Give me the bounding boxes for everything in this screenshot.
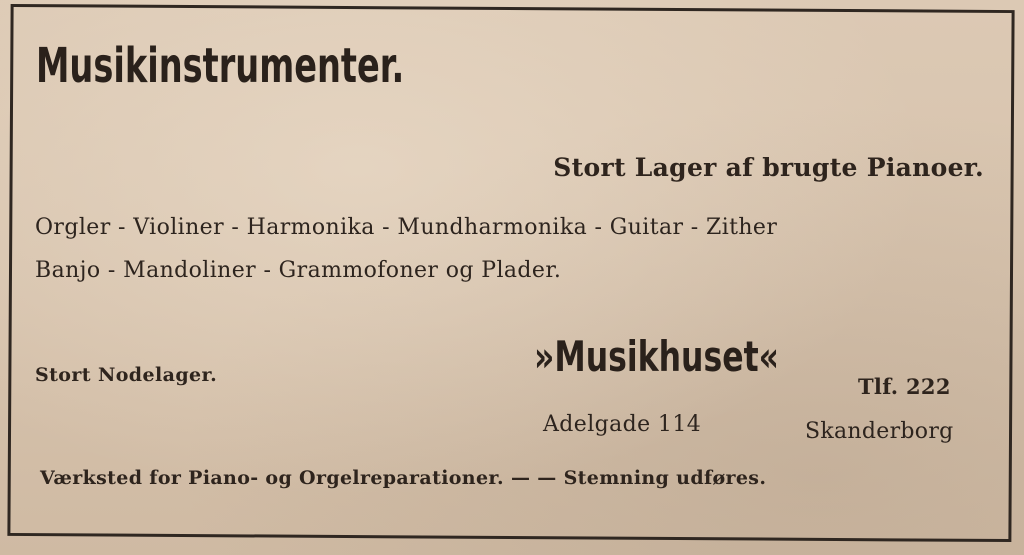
workshop-line: Værksted for Piano- og Orgelreparationer. — — Stemning udføres. (40, 467, 767, 489)
instrument-list-line-1: Orgler - Violiner - Harmonika - Mundharmonika - Guitar - Zither (35, 215, 778, 240)
street-address: Adelgade 114 (543, 412, 702, 437)
ad-subhead: Stort Lager af brugte Pianoer. (553, 153, 984, 182)
sheet-music-note: Stort Nodelager. (35, 364, 218, 386)
town-name: Skanderborg (805, 419, 954, 444)
ad-headline: Musikinstrumenter. (36, 38, 405, 94)
shop-name: »Musikhuset« (534, 332, 779, 381)
phone-number: Tlf. 222 (858, 374, 951, 399)
instrument-list-line-2: Banjo - Mandoliner - Grammofoner og Plader. (35, 258, 562, 283)
